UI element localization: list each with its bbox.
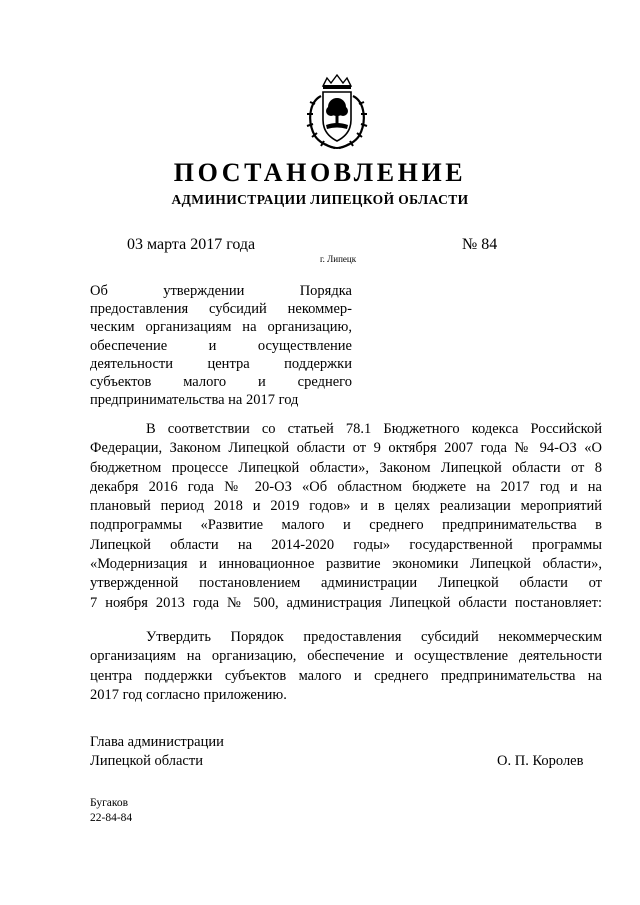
subject-line: ческим организациям на организацию, (90, 319, 352, 336)
subject-line: Об утверждении Порядка (90, 283, 352, 299)
paragraph-line: В соответствии со статьей 78.1 Бюджетного кодекса Российской (146, 421, 602, 437)
paragraph-line: утвержденной постановлением администрации Липецкой области от (90, 575, 602, 592)
signatory-position-line: Липецкой области (90, 753, 203, 769)
document-title: ПОСТАНОВЛЕНИЕ (173, 158, 467, 187)
document-number: № 84 (462, 236, 498, 253)
paragraph-line: Федерации, Законом Липецкой области от 9 октября 2007 года № 94-ОЗ «О (90, 440, 602, 457)
document-city: г. Липецк (320, 254, 357, 264)
paragraph-line: Липецкой области на 2014-2020 годы» государственной программы (90, 536, 602, 553)
subject-line: деятельности центра поддержки (90, 355, 352, 372)
paragraph-line: «Модернизация и инновационное развитие экономики Липецкой области», (90, 556, 602, 573)
subject-line: предоставления субсидий некоммер- (90, 301, 352, 318)
preamble-paragraph (90, 420, 602, 613)
document-date: 03 марта 2017 года (127, 236, 256, 253)
paragraph-line: организациям на организацию, обеспечение и осуществление деятельности (90, 648, 602, 665)
paragraph-line: 7 ноября 2013 года № 500, администрация Липецкой области постановляет: (90, 594, 602, 611)
paragraph-line: декабря 2016 года № 20-ОЗ «Об областном бюджете на 2017 год и на (90, 478, 602, 495)
paragraph-line: центра поддержки субъектов малого и среднего предпринимательства на (90, 667, 602, 684)
signatory-position-line: Глава администрации (90, 734, 224, 750)
executor-info (90, 796, 132, 826)
subject-line: обеспечение и осуществление (90, 337, 352, 354)
coat-of-arms-icon (301, 72, 373, 154)
signatory-name: О. П. Королев (497, 753, 584, 769)
document-subtitle: АДМИНИСТРАЦИИ ЛИПЕЦКОЙ ОБЛАСТИ (171, 192, 469, 207)
subject-line: предпринимательства на 2017 год (90, 392, 299, 409)
resolution-paragraph (90, 628, 602, 705)
paragraph-line: бюджетном процессе Липецкой области», Законом Липецкой области от 8 (90, 459, 602, 476)
paragraph-line: подпрограммы «Развитие малого и среднего предпринимательства в (90, 517, 602, 534)
executor-phone: 22-84-84 (90, 812, 133, 824)
paragraph-line: Утвердить Порядок предоставления субсидий некоммерческим (146, 629, 602, 645)
paragraph-line: 2017 год согласно приложению. (90, 686, 287, 703)
executor-name: Бугаков (90, 797, 129, 809)
signatory-position (90, 733, 224, 771)
subject-line: субъектов малого и среднего (90, 374, 352, 391)
document-subject (90, 282, 352, 409)
paragraph-line: плановый период 2018 и 2019 годов» и в целях реализации мероприятий (90, 498, 602, 515)
